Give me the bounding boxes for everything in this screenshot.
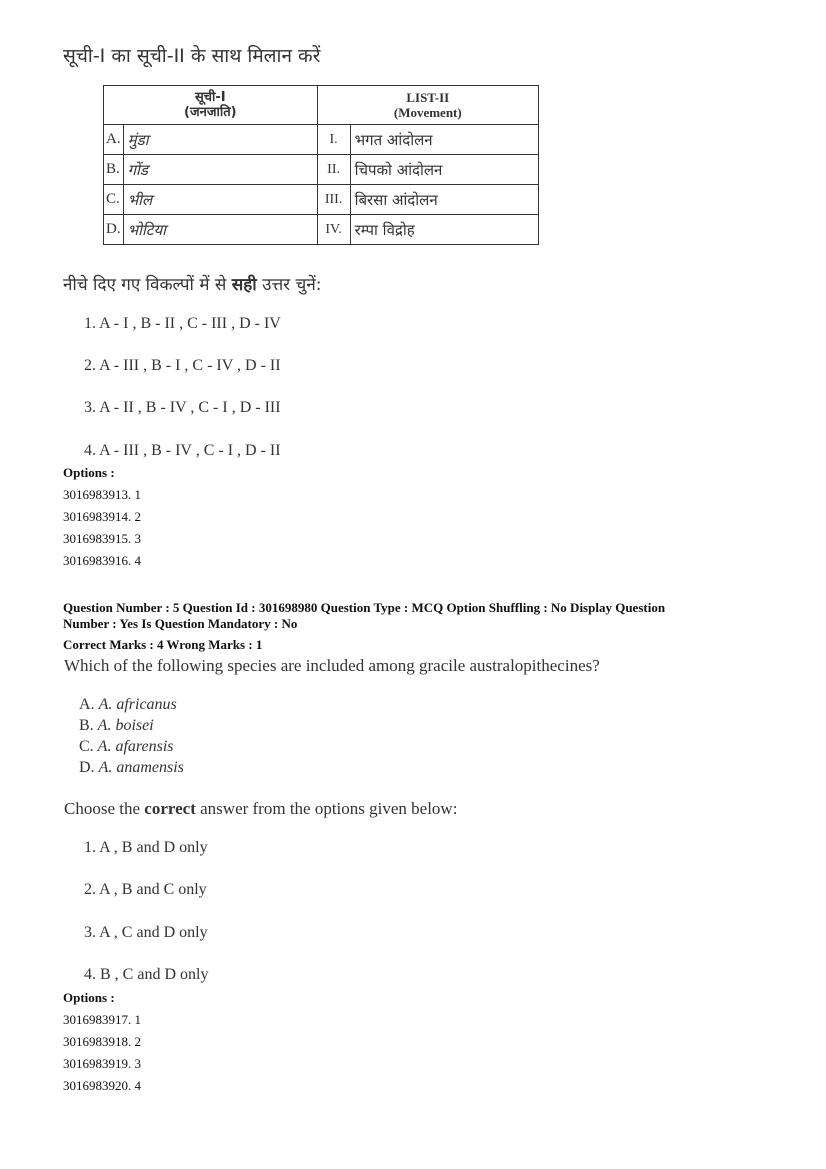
table-row bbox=[104, 215, 539, 245]
statement-a bbox=[79, 696, 177, 714]
tribe-cell: भोटिया bbox=[123, 215, 317, 245]
option-id: 3016983913. 1 bbox=[63, 487, 141, 502]
option-id: 3016983919. 3 bbox=[63, 1056, 141, 1071]
species-name: A. anamensis bbox=[98, 759, 184, 776]
instruction-emphasis: सही bbox=[231, 275, 257, 295]
movement-cell: चिपको आंदोलन bbox=[350, 155, 538, 185]
answer-option-1[interactable]: 1. A , B and D only bbox=[84, 839, 208, 856]
row-key: C. bbox=[104, 185, 124, 215]
statement-b bbox=[79, 717, 154, 735]
species-name: A. afarensis bbox=[97, 738, 174, 755]
row-numeral: I. bbox=[317, 125, 350, 155]
instruction-text: नीचे दिए गए विकल्पों में से bbox=[63, 275, 232, 295]
answer-option-2[interactable]: 2. A , B and C only bbox=[84, 881, 207, 898]
answer-option-2[interactable]: 2. A - III , B - I , C - IV , D - II bbox=[84, 357, 281, 374]
marks-info: Correct Marks : 4 Wrong Marks : 1 bbox=[63, 637, 263, 652]
answer-option-4[interactable]: 4. B , C and D only bbox=[84, 966, 209, 983]
tribe-cell: गोंड bbox=[123, 155, 317, 185]
movement-cell: रम्पा विद्रोह bbox=[350, 215, 538, 245]
instruction-text: answer from the options given below: bbox=[195, 799, 458, 818]
table-row bbox=[104, 185, 539, 215]
statement-key: D. bbox=[79, 759, 99, 776]
list-1-subtitle: (जनजाति) bbox=[184, 105, 237, 120]
movement-cell: बिरसा आंदोलन bbox=[350, 185, 538, 215]
statement-c bbox=[79, 738, 174, 756]
statement-d bbox=[79, 759, 184, 777]
species-name: A. boisei bbox=[97, 717, 154, 734]
statement-key: A. bbox=[79, 696, 99, 713]
row-key: D. bbox=[104, 215, 124, 245]
table-header-row bbox=[104, 86, 539, 125]
question-5-text: Which of the following species are included among gracile australopithecines? bbox=[64, 656, 600, 675]
option-id: 3016983914. 2 bbox=[63, 509, 141, 524]
tribe-cell: भील bbox=[123, 185, 317, 215]
answer-option-3[interactable]: 3. A - II , B - IV , C - I , D - III bbox=[84, 399, 281, 416]
instruction-text: Choose the bbox=[64, 799, 145, 818]
option-id: 3016983918. 2 bbox=[63, 1034, 141, 1049]
question-4-title: सूची-I का सूची-II के साथ मिलान करें bbox=[63, 45, 321, 67]
options-label: Options : bbox=[63, 465, 115, 480]
answer-option-4[interactable]: 4. A - III , B - IV , C - I , D - II bbox=[84, 442, 281, 459]
row-key: A. bbox=[104, 125, 124, 155]
match-table bbox=[103, 85, 539, 245]
table-row bbox=[104, 155, 539, 185]
row-numeral: IV. bbox=[317, 215, 350, 245]
list-1-title: सूची-I bbox=[194, 90, 226, 105]
tribe-cell: मुंडा bbox=[123, 125, 317, 155]
answer-option-1[interactable]: 1. A - I , B - II , C - III , D - IV bbox=[84, 315, 281, 332]
choose-instruction-hindi bbox=[63, 272, 322, 295]
list-1-header bbox=[104, 86, 318, 125]
answer-option-3[interactable]: 3. A , C and D only bbox=[84, 924, 208, 941]
list-2-title: LIST-II bbox=[406, 90, 450, 105]
statement-key: C. bbox=[79, 738, 98, 755]
table-row bbox=[104, 125, 539, 155]
movement-cell: भगत आंदोलन bbox=[350, 125, 538, 155]
question-meta-line-1: Question Number : 5 Question Id : 301698980 Question Type : MCQ Option Shuffling : No Display Question bbox=[63, 600, 666, 615]
species-name: A. africanus bbox=[98, 696, 177, 713]
row-numeral: II. bbox=[317, 155, 350, 185]
choose-instruction bbox=[64, 799, 457, 819]
statement-key: B. bbox=[79, 717, 98, 734]
option-id: 3016983916. 4 bbox=[63, 553, 141, 568]
list-2-header bbox=[317, 86, 538, 125]
option-id: 3016983920. 4 bbox=[63, 1078, 141, 1093]
list-2-subtitle: (Movement) bbox=[393, 105, 462, 120]
question-meta-line-2: Number : Yes Is Question Mandatory : No bbox=[63, 616, 298, 631]
instruction-text: उत्तर चुनें: bbox=[256, 275, 322, 295]
row-key: B. bbox=[104, 155, 124, 185]
option-id: 3016983917. 1 bbox=[63, 1012, 141, 1027]
row-numeral: III. bbox=[317, 185, 350, 215]
instruction-emphasis: correct bbox=[144, 799, 196, 818]
option-id: 3016983915. 3 bbox=[63, 531, 141, 546]
options-label: Options : bbox=[63, 990, 115, 1005]
